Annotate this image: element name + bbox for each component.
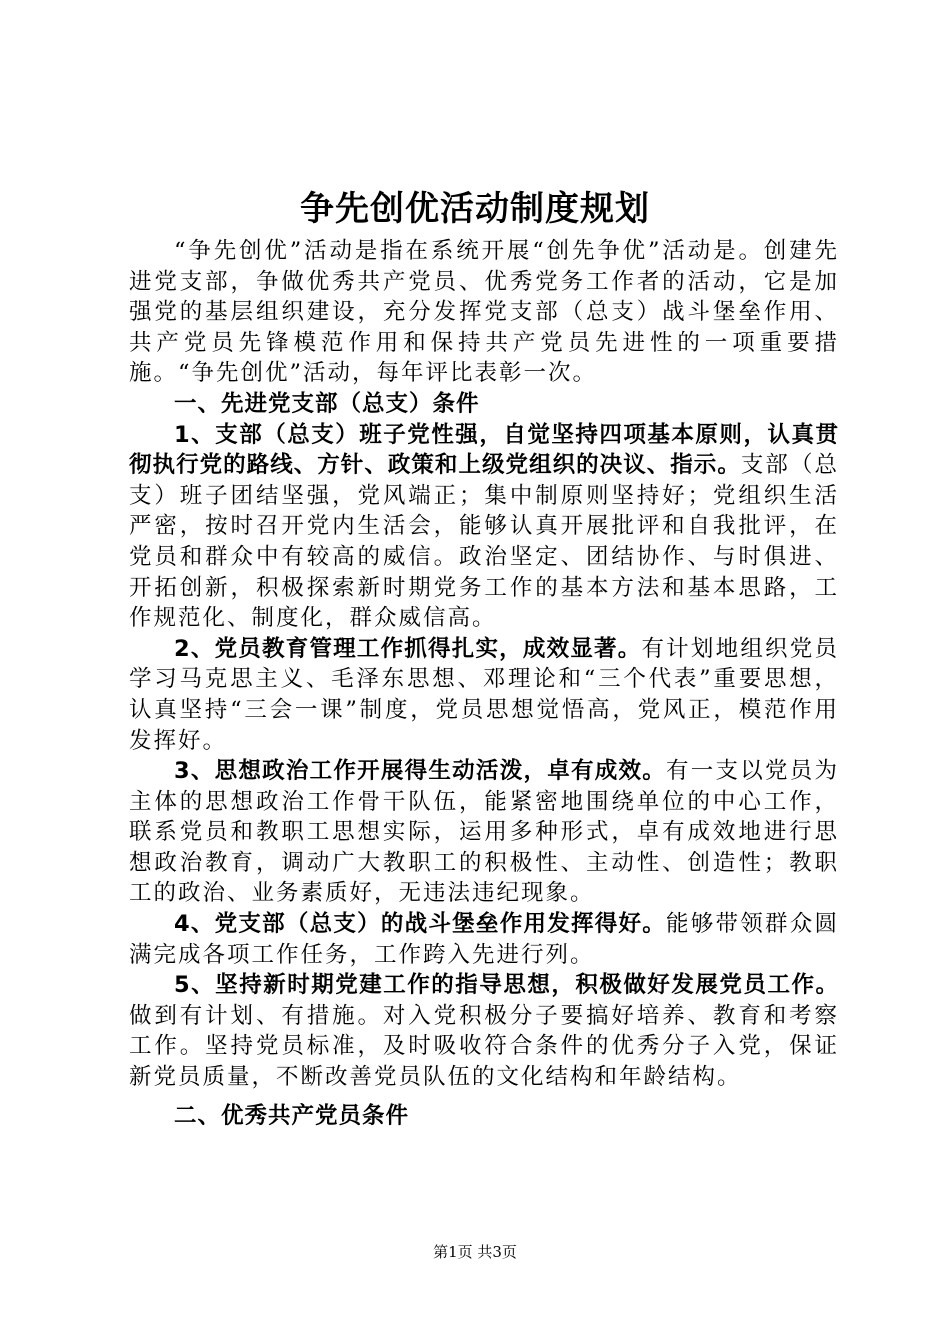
condition-item-1 xyxy=(129,420,839,634)
condition-item-3 xyxy=(129,756,839,909)
condition-item-2-lead: 2、党员教育管理工作抓得扎实，成效显著。 xyxy=(174,635,642,662)
condition-item-5 xyxy=(129,970,839,1092)
condition-item-5-lead: 5、坚持新时期党建工作的指导思想，积极做好发展党员工作。 xyxy=(174,972,839,999)
condition-item-1-lead: 1、支部（总支）班子党性强，自觉坚持四项基本原则，认真贯彻执行党的路线、方针、政策和上级党组织的决议、指示。 xyxy=(129,421,839,479)
condition-item-5-text: 做到有计划、有措施。对入党积极分子要搞好培养、教育和考察工作。坚持党员标准，及时吸收符合条件的优秀分子入党，保证新党员质量，不断改善党员队伍的文化结构和年龄结构。 xyxy=(129,1002,839,1091)
page-number-footer: 第1页 共3页 xyxy=(433,1243,517,1261)
condition-item-2-text: 有计划地组织党员学习马克思主义、毛泽东思想、邓理论和“三个代表”重要思想，认真坚持“三会一课”制度，党员思想觉悟高，党风正，模范作用发挥好。 xyxy=(129,635,839,754)
section-heading-2: 二、优秀共产党员条件 xyxy=(174,1102,410,1129)
condition-item-4-text: 能够带领群众圆满完成各项工作任务，工作跨入先进行列。 xyxy=(129,911,839,968)
condition-item-4 xyxy=(129,909,839,970)
condition-item-4-lead: 4、党支部（总支）的战斗堡垒作用发挥得好。 xyxy=(174,911,666,938)
section-heading-1: 一、先进党支部（总支）条件 xyxy=(174,390,480,417)
document-body xyxy=(129,236,839,1131)
condition-item-2 xyxy=(129,634,839,756)
intro-paragraph: “争先创优”活动是指在系统开展“创先争优”活动是。创建先进党支部，争做优秀共产党员、优秀党务工作者的活动，它是加强党的基层组织建设，充分发挥党支部（总支）战斗堡垒作用、共产党员先锋模范作用和保持共产党员先进性的一项重要措施。“争先创优”活动，每年评比表彰一次。 xyxy=(129,238,839,387)
condition-item-1-text: 支部（总支）班子团结坚强，党风端正；集中制原则坚持好；党组织生活严密，按时召开党内生活会，能够认真开展批评和自我批评，在党员和群众中有较高的威信。政治坚定、团结协作、与时俱进、开拓创新，积极探索新时期党务工作的基本方法和基本思路，工作规范化、制度化，群众威信高。 xyxy=(129,452,839,632)
document-title: 争先创优活动制度规划 xyxy=(300,189,650,229)
condition-item-3-text: 有一支以党员为主体的思想政治工作骨干队伍，能紧密地围绕单位的中心工作，联系党员和教职工思想实际，运用多种形式，卓有成效地进行思想政治教育，调动广大教职工的积极性、主动性、创造性；教职工的政治、业务素质好，无违法违纪现象。 xyxy=(129,758,839,907)
condition-item-3-lead: 3、思想政治工作开展得生动活泼，卓有成效。 xyxy=(174,758,666,785)
